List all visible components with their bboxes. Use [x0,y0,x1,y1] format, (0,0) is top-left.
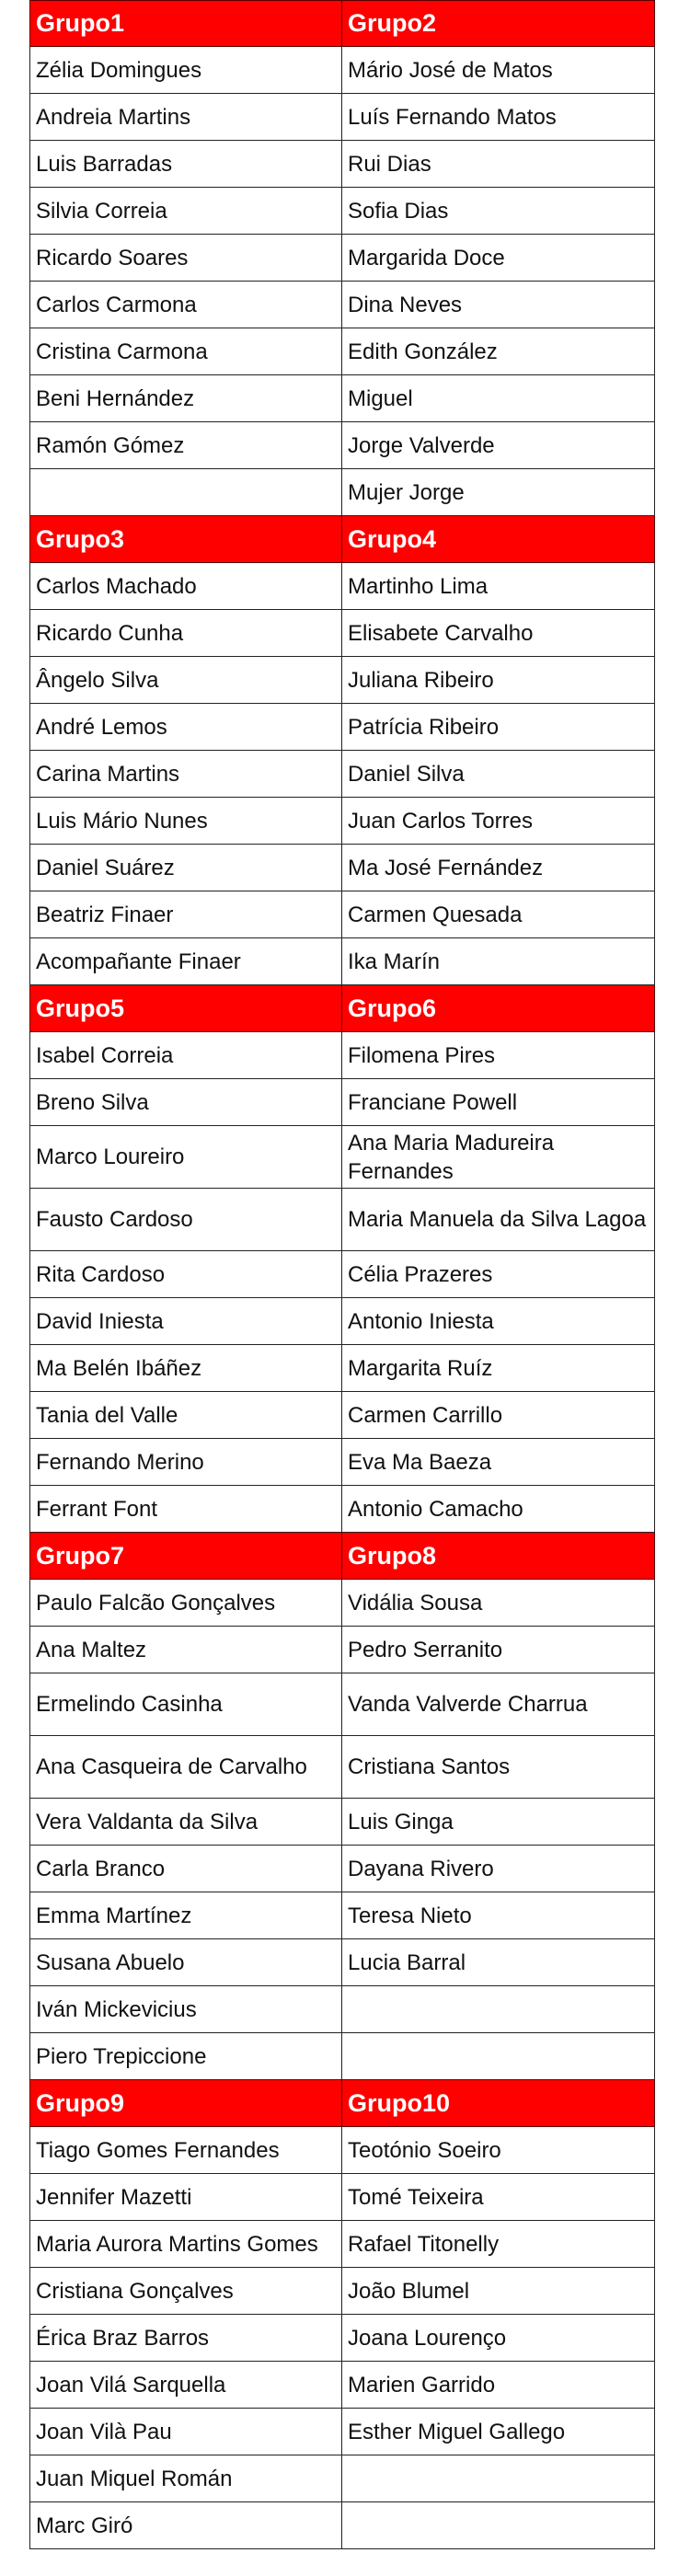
member-name: Dina Neves [342,282,655,328]
member-name: Sofia Dias [342,188,655,235]
member-name: Jennifer Mazetti [29,2174,342,2221]
member-row [29,1627,655,1673]
group-block [29,516,655,985]
member-name: André Lemos [29,704,342,751]
member-name: Maria Aurora Martins Gomes [29,2221,342,2268]
member-name: Jorge Valverde [342,422,655,469]
member-row [29,2362,655,2409]
member-name: Edith González [342,328,655,375]
group-title: Grupo2 [342,0,655,47]
member-name: Ângelo Silva [29,657,342,704]
member-row [29,2174,655,2221]
member-name: Luis Ginga [342,1799,655,1846]
member-name: Dayana Rivero [342,1846,655,1892]
member-name: Ma José Fernández [342,845,655,891]
member-name: Fernando Merino [29,1439,342,1486]
member-row [29,1580,655,1627]
member-name: Cristiana Gonçalves [29,2268,342,2315]
member-name: Juliana Ribeiro [342,657,655,704]
member-row [29,845,655,891]
member-name: Maria Manuela da Silva Lagoa [342,1189,655,1251]
member-name: Mujer Jorge [342,469,655,516]
member-name: Joan Vilá Sarquella [29,2362,342,2409]
group-block [29,2080,655,2549]
member-row [29,1892,655,1939]
member-name: Esther Miguel Gallego [342,2409,655,2455]
member-name: Ika Marín [342,938,655,985]
member-row [29,657,655,704]
member-row [29,1673,655,1736]
member-name: Daniel Silva [342,751,655,798]
member-name: Fausto Cardoso [29,1189,342,1251]
member-row [29,1799,655,1846]
member-name: Luis Mário Nunes [29,798,342,845]
member-row [29,2409,655,2455]
group-header-row [29,2080,655,2127]
member-row [29,2033,655,2080]
member-row [29,1439,655,1486]
group-title: Grupo8 [342,1533,655,1580]
member-name: Lucia Barral [342,1939,655,1986]
member-name: Zélia Domingues [29,47,342,94]
member-name: Luis Barradas [29,141,342,188]
member-name: Rafael Titonelly [342,2221,655,2268]
member-row [29,1298,655,1345]
member-row [29,188,655,235]
member-row [29,1251,655,1298]
member-name: Juan Miquel Román [29,2455,342,2502]
member-row [29,891,655,938]
member-name: Acompañante Finaer [29,938,342,985]
member-name: Rui Dias [342,141,655,188]
member-name: Vanda Valverde Charrua [342,1673,655,1736]
member-row [29,1986,655,2033]
member-row [29,282,655,328]
member-row [29,1032,655,1079]
member-name: Carmen Carrillo [342,1392,655,1439]
member-name: Carina Martins [29,751,342,798]
member-name: Carlos Machado [29,563,342,610]
member-row [29,1939,655,1986]
group-header-row [29,516,655,563]
member-row [29,1392,655,1439]
group-header-row [29,1533,655,1580]
member-name: Vidália Sousa [342,1580,655,1627]
member-row [29,1736,655,1799]
group-title: Grupo1 [29,0,342,47]
group-title: Grupo4 [342,516,655,563]
member-row [29,2268,655,2315]
member-name: Joana Lourenço [342,2315,655,2362]
member-name: Cristina Carmona [29,328,342,375]
member-name: Ermelindo Casinha [29,1673,342,1736]
member-name: Mário José de Matos [342,47,655,94]
member-name: Marien Garrido [342,2362,655,2409]
member-name: Teresa Nieto [342,1892,655,1939]
member-row [29,1079,655,1126]
member-name: Ana Casqueira de Carvalho [29,1736,342,1799]
member-row [29,610,655,657]
member-row [29,938,655,985]
member-name: Juan Carlos Torres [342,798,655,845]
member-name: Ana Maria Madureira Fernandes [342,1126,655,1189]
group-block [29,1533,655,2080]
member-name: Beni Hernández [29,375,342,422]
member-name: Beatriz Finaer [29,891,342,938]
member-name: Marc Giró [29,2502,342,2549]
member-name [342,2033,655,2080]
group-title: Grupo6 [342,985,655,1032]
member-name: Breno Silva [29,1079,342,1126]
group-title: Grupo9 [29,2080,342,2127]
member-name: Ricardo Soares [29,235,342,282]
group-title: Grupo7 [29,1533,342,1580]
member-name: Carlos Carmona [29,282,342,328]
group-header-row [29,985,655,1032]
member-row [29,563,655,610]
member-row [29,141,655,188]
member-name: Tomé Teixeira [342,2174,655,2221]
member-name [29,469,342,516]
group-title: Grupo10 [342,2080,655,2127]
group-title: Grupo3 [29,516,342,563]
member-row [29,328,655,375]
group-block [29,0,655,516]
member-name: Carla Branco [29,1846,342,1892]
member-name: Carmen Quesada [342,891,655,938]
member-name: Paulo Falcão Gonçalves [29,1580,342,1627]
member-name: Vera Valdanta da Silva [29,1799,342,1846]
member-name: Piero Trepiccione [29,2033,342,2080]
member-name: Ma Belén Ibáñez [29,1345,342,1392]
member-name: Susana Abuelo [29,1939,342,1986]
member-name: David Iniesta [29,1298,342,1345]
member-name: Antonio Camacho [342,1486,655,1533]
group-title: Grupo5 [29,985,342,1032]
member-name: Cristiana Santos [342,1736,655,1799]
member-name: Patrícia Ribeiro [342,704,655,751]
member-name: Iván Mickevicius [29,1986,342,2033]
member-row [29,704,655,751]
member-row [29,1846,655,1892]
member-name: Andreia Martins [29,94,342,141]
member-row [29,469,655,516]
member-row [29,2455,655,2502]
member-row [29,1486,655,1533]
member-row [29,2502,655,2549]
member-name: Ramón Gómez [29,422,342,469]
member-name: Isabel Correia [29,1032,342,1079]
member-row [29,235,655,282]
member-name: João Blumel [342,2268,655,2315]
member-name: Daniel Suárez [29,845,342,891]
member-name: Marco Loureiro [29,1126,342,1189]
member-name: Miguel [342,375,655,422]
member-name [342,2455,655,2502]
member-row [29,751,655,798]
member-row [29,1189,655,1251]
member-name [342,1986,655,2033]
member-name: Ricardo Cunha [29,610,342,657]
member-name [342,2502,655,2549]
member-name: Luís Fernando Matos [342,94,655,141]
group-block [29,985,655,1533]
member-row [29,94,655,141]
member-name: Pedro Serranito [342,1627,655,1673]
member-name: Érica Braz Barros [29,2315,342,2362]
member-name: Ana Maltez [29,1627,342,1673]
member-row [29,375,655,422]
member-name: Elisabete Carvalho [342,610,655,657]
member-name: Joan Vilà Pau [29,2409,342,2455]
member-name: Tiago Gomes Fernandes [29,2127,342,2174]
member-name: Eva Ma Baeza [342,1439,655,1486]
member-name: Margarida Doce [342,235,655,282]
member-row [29,47,655,94]
member-row [29,2127,655,2174]
member-name: Martinho Lima [342,563,655,610]
member-name: Célia Prazeres [342,1251,655,1298]
member-name: Silvia Correia [29,188,342,235]
member-row [29,1345,655,1392]
member-name: Emma Martínez [29,1892,342,1939]
member-name: Ferrant Font [29,1486,342,1533]
member-row [29,1126,655,1189]
member-row [29,2221,655,2268]
member-name: Rita Cardoso [29,1251,342,1298]
member-name: Franciane Powell [342,1079,655,1126]
member-name: Tania del Valle [29,1392,342,1439]
member-row [29,798,655,845]
member-name: Teotónio Soeiro [342,2127,655,2174]
group-table [29,0,655,2549]
member-name: Filomena Pires [342,1032,655,1079]
member-row [29,422,655,469]
member-row [29,2315,655,2362]
member-name: Margarita Ruíz [342,1345,655,1392]
group-header-row [29,0,655,47]
member-name: Antonio Iniesta [342,1298,655,1345]
